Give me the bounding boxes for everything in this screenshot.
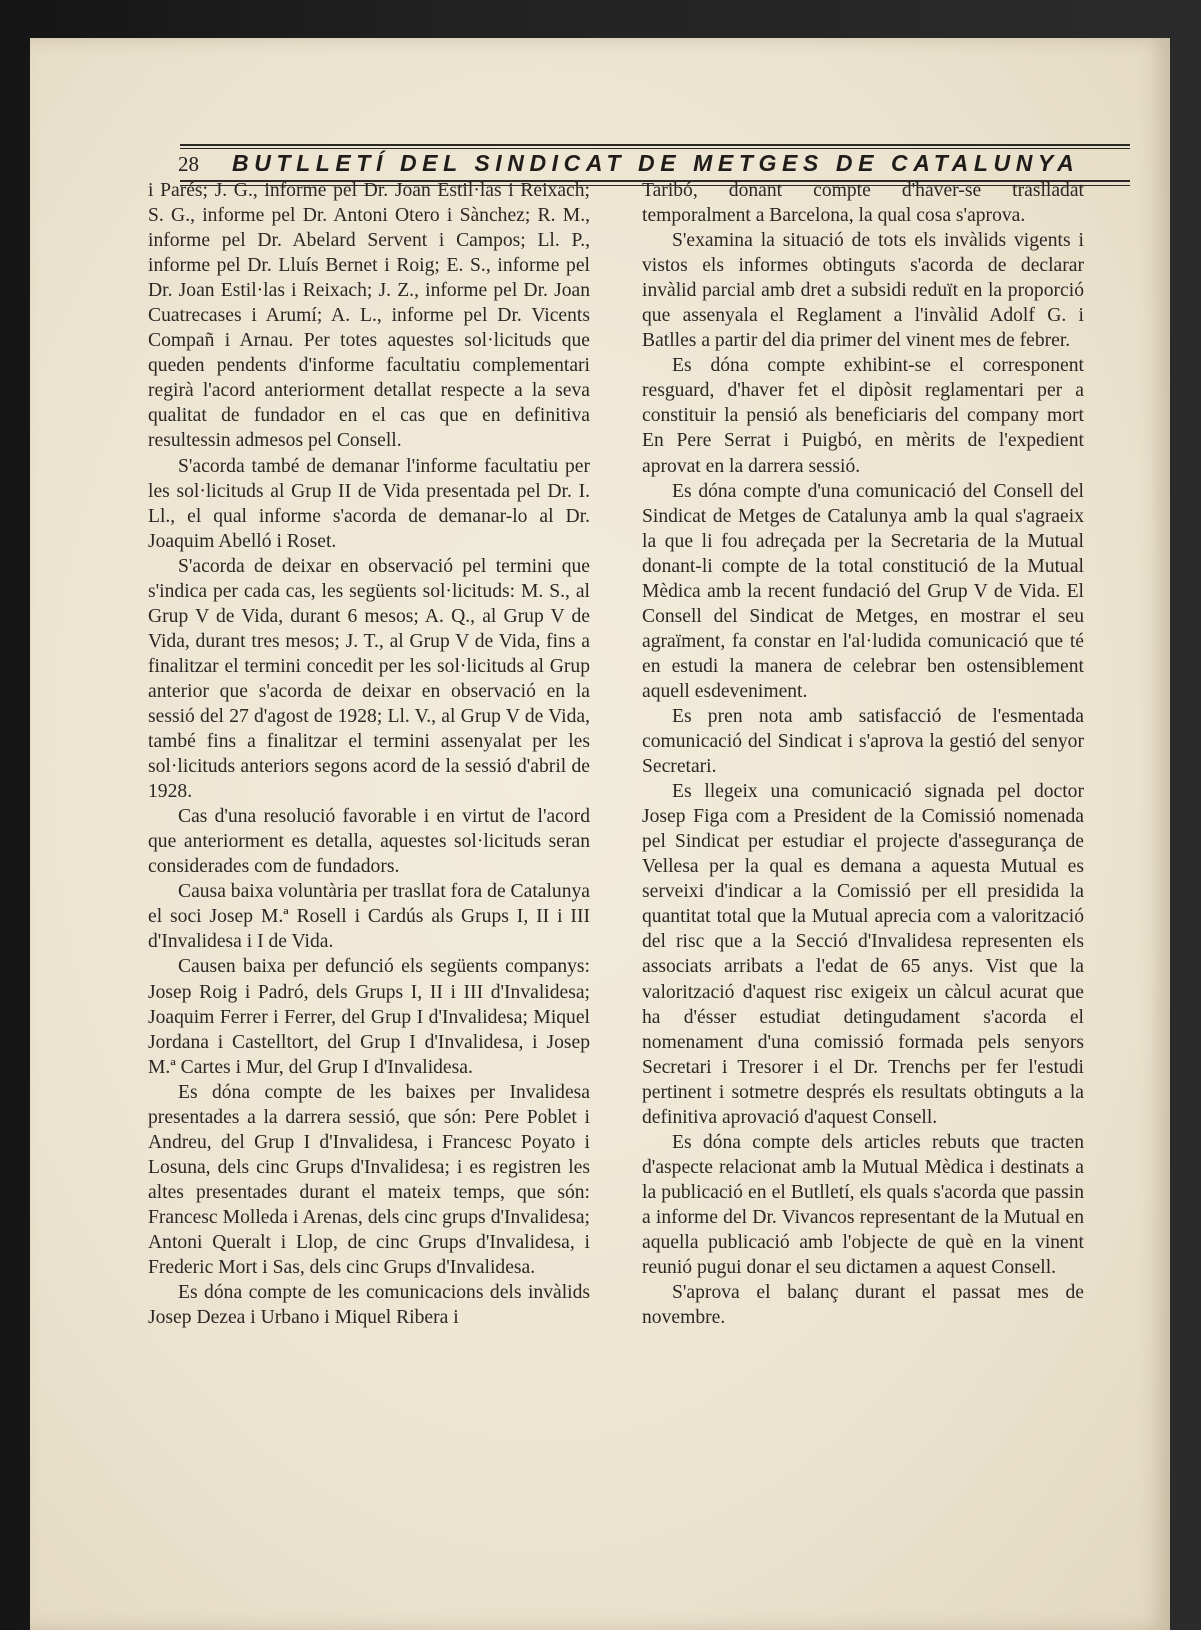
paragraph: Causen baixa per defunció els següents companys: Josep Roig i Padró, dels Grups I, II i III d'Invalidesa; Joaquim Ferrer i Ferrer, del Grup I d'Invalidesa; Miquel Jordana i Castelltort, del Grup I d'Invalidesa, i Josep M.ª Cartes i Mur, del Grup I d'Invalidesa. bbox=[148, 956, 590, 1078]
paragraph: S'examina la situació de tots els invàlids vigents i vistos els informes obtinguts s'acorda de declarar invàlid parcial amb dret a subsidi reduït en la proporció que assenyala el Reglament a l'invàlid Adolf G. i Batlles a partir del dia primer del vinent mes de febrer. bbox=[642, 230, 1084, 352]
paragraph: Es dóna compte dels articles rebuts que tracten d'aspecte relacionat amb la Mutual Mèdica i destinats a la publicació en el Butlletí, els quals s'acorda que passin a informe del Dr. Vivancos representant de la Mutual en aquella publicació amb l'objecte de què en la vinent reunió pugui donar el seu dictamen a aquest Consell. bbox=[642, 1131, 1084, 1279]
paragraph: Causa baixa voluntària per trasllat fora de Catalunya el soci Josep M.ª Rosell i Cardús als Grups I, II i III d'Invalidesa i I de Vida. bbox=[148, 881, 590, 953]
paragraph: i Parés; J. G., informe pel Dr. Joan Estil·las i Reixach; S. G., informe pel Dr. Antoni Otero i Sànchez; R. M., informe pel Dr. Abelard Servent i Campos; Ll. P., informe pel Dr. Lluís Bernet i Roig; E. S., informe pel Dr. Joan Estil·las i Reixach; J. Z., informe pel Dr. Joan Cuatrecases i Arumí; A. L., informe pel Dr. Vicents Compañ i Arnau. Per totes aquestes sol·licituds que queden pendents d'informe facultatiu complementari regirà l'acord anteriorment detallat respecte a la seva qualitat de fundador en el cas que en definitiva resultessin admesos pel Consell. bbox=[148, 180, 590, 452]
paragraph: Es dóna compte d'una comunicació del Consell del Sindicat de Metges de Catalunya amb la qual s'agraeix la que li fou adreçada per la Secretaria de la Mutual donant-li compte de la total constitució de la Mutual Mèdica amb la recent fundació del Grup V de Vida. El Consell del Sindicat de Metges, en mostrar el seu agraïment, fa constar en l'al·ludida comunicació que té en estudi la manera de celebrar ben ostensiblement aquell esdeveniment. bbox=[642, 480, 1084, 702]
right-column bbox=[642, 178, 1084, 1330]
header-rule-top-thin bbox=[180, 148, 1130, 149]
paragraph: Taribó, donant compte d'haver-se traslladat temporalment a Barcelona, la qual cosa s'aprova. bbox=[642, 180, 1084, 227]
page-number: 28 bbox=[178, 152, 199, 176]
paragraph: Es dóna compte exhibint-se el corresponent resguard, d'haver fet el dipòsit reglamentari per a constituir la pensió als beneficiaris del company mort En Pere Serrat i Puigbó, en mèrits de l'expedient aprovat en la darrera sessió. bbox=[642, 355, 1084, 477]
paragraph: Cas d'una resolució favorable i en virtut de l'acord que anteriorment es detalla, aquestes sol·licituds seran considerades com de fundadors. bbox=[148, 806, 590, 878]
paragraph: S'acorda de deixar en observació pel termini que s'indica per cada cas, les següents sol·licituds: M. S., al Grup V de Vida, durant 6 mesos; A. Q., al Grup V de Vida, durant tres mesos; J. T., al Grup V de Vida, fins a finalitzar el termini concedit per les sol·licituds al Grup anterior que s'acorda de deixar en observació en la sessió del 27 d'agost de 1928; Ll. V., al Grup V de Vida, també fins a finalitzar el termini assenyalat per les sol·licituds anteriors segons acord de la sessió d'abril de 1928. bbox=[148, 555, 590, 803]
paragraph: Es pren nota amb satisfacció de l'esmentada comunicació del Sindicat i s'aprova la gestió del senyor Secretari. bbox=[642, 705, 1084, 778]
left-column bbox=[148, 178, 590, 1330]
paragraph: Es dóna compte de les comunicacions dels invàlids Josep Dezea i Urbano i Miquel Ribera i bbox=[148, 1282, 590, 1329]
paragraph: S'acorda també de demanar l'informe facultatiu per les sol·licituds al Grup II de Vida presentada pel Dr. I. Ll., el qual informe s'acorda de demanar-lo al Dr. Joaquim Abelló i Roset. bbox=[148, 455, 590, 552]
paragraph: Es dóna compte de les baixes per Invalidesa presentades a la darrera sessió, que són: Pere Poblet i Andreu, del Grup I d'Invalidesa, i Francesc Poyato i Losuna, dels cinc Grups d'Invalidesa; i es registren les altes presentades durant el mateix temps, que són: Francesc Molleda i Arenas, dels cinc grups d'Invalidesa; Antoni Queralt i Llop, de cinc Grups d'Invalidesa, i Frederic Mort i Sas, dels cinc Grups d'Invalidesa. bbox=[148, 1081, 590, 1279]
header-rule-top bbox=[180, 144, 1130, 146]
paragraph: S'aprova el balanç durant el passat mes de novembre. bbox=[642, 1282, 1084, 1329]
running-title: BUTLLETÍ DEL SINDICAT DE METGES DE CATALUNYA bbox=[232, 150, 1080, 176]
paragraph: Es llegeix una comunicació signada pel doctor Josep Figa com a President de la Comissió nomenada pel Sindicat per estudiar el projecte d'assegurança de Vellesa per la qual es demana a aquesta Mutual es serveixi d'indicar a la Comissió per ell presidida la quantitat total que la Mutual aprecia com a valorització del risc que a la Secció d'Invalidesa representen els associats arribats a l'edat de 65 anys. Vist que la valorització d'aquest risc exigeix un càlcul acurat que ha d'ésser estudiat detingudament s'acorda el nomenament d'una comissió formada pels senyors Secretari i Tresorer i el Dr. Trenchs per fer l'estudi pertinent i sotmetre després els resultats obtinguts a la definitiva aprovació d'aquest Consell. bbox=[642, 781, 1084, 1128]
